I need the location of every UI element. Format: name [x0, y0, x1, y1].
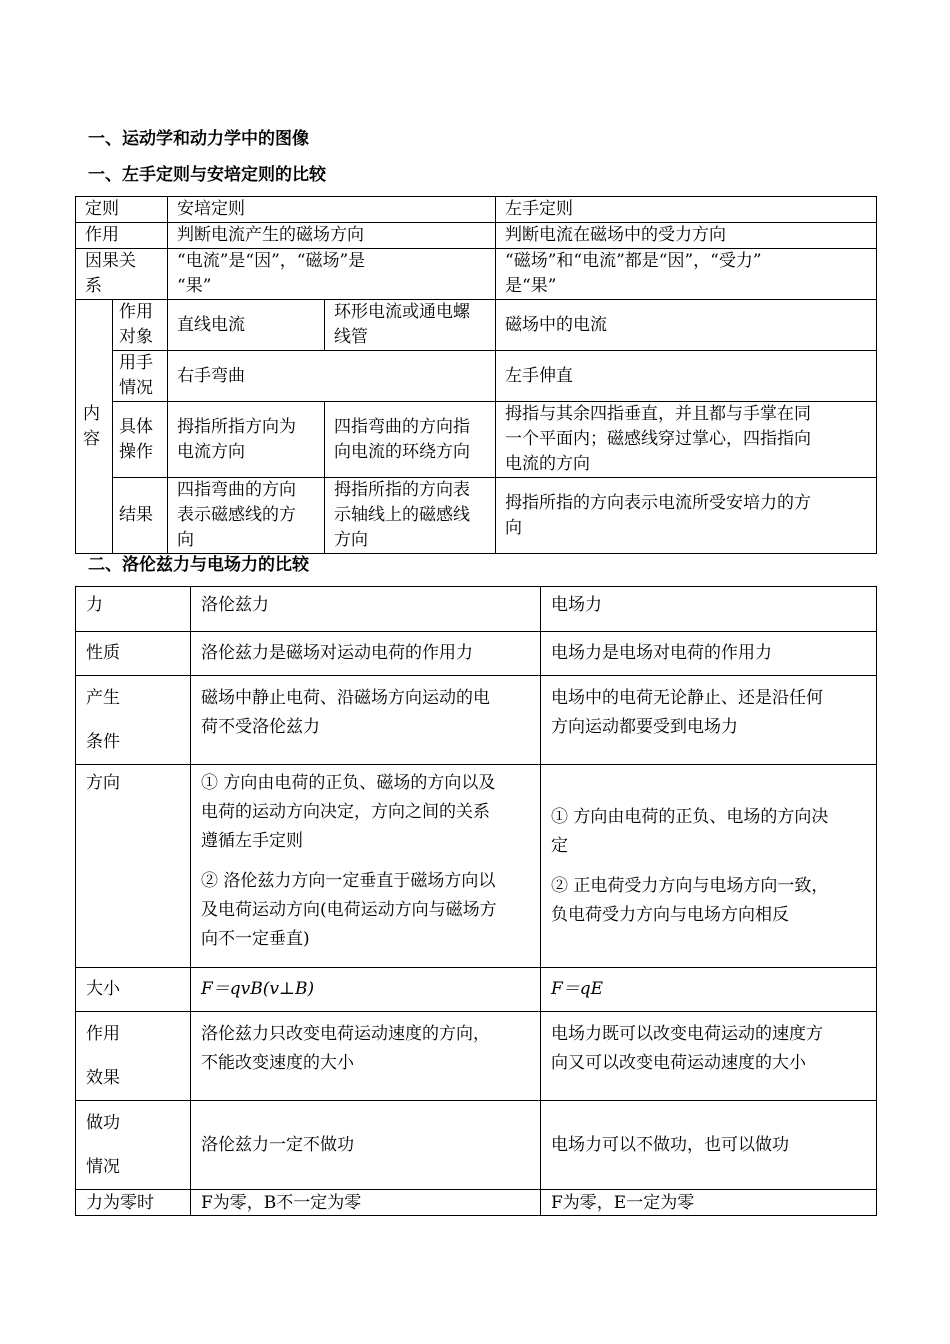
label-line: 情况: [86, 1157, 120, 1177]
table-row: [76, 351, 877, 402]
table-cell: [191, 1012, 541, 1101]
cell-line: 四指弯曲的方向: [177, 480, 296, 500]
table-cell: [191, 765, 541, 968]
cell-line: ① 方向由电荷的正负、磁场的方向以及: [201, 773, 496, 793]
table-cell: F为零，E一定为零: [541, 1190, 877, 1216]
cell-line: ② 洛伦兹力方向一定垂直于磁场方向以: [201, 871, 496, 891]
table-cell: [191, 676, 541, 765]
table-cell: [325, 478, 496, 554]
header-cell: 力: [76, 587, 191, 632]
row-label: 性质: [76, 632, 191, 676]
row-label: [76, 1101, 191, 1190]
cell-line: 拇指所指的方向表: [334, 480, 470, 500]
table-cell: [496, 402, 877, 478]
table-row: [76, 1101, 877, 1190]
cell-line: 洛伦兹力只改变电荷运动速度的方向，: [201, 1024, 490, 1044]
section-heading-2: 一、左手定则与安培定则的比较: [88, 165, 326, 185]
cell-line: 向: [177, 530, 194, 550]
label-line: 容: [83, 428, 100, 449]
label-line: 做功: [86, 1113, 120, 1133]
row-label: [76, 676, 191, 765]
row-label: 方向: [76, 765, 191, 968]
cell-line: 四指弯曲的方向指: [334, 416, 470, 437]
table-cell: 洛伦兹力是磁场对运动电荷的作用力: [191, 632, 541, 676]
cell-line: 方向: [334, 530, 368, 550]
table-cell: 右手弯曲: [168, 351, 496, 402]
cell-line: 是“果”: [505, 276, 557, 296]
header-cell: 定则: [76, 197, 168, 223]
header-cell: 左手定则: [496, 197, 877, 223]
cell-line: 不能改变速度的大小: [201, 1053, 354, 1073]
table-row: [76, 478, 877, 554]
header-cell: 电场力: [541, 587, 877, 632]
label-line: 产生: [86, 688, 120, 708]
table-row: [76, 197, 877, 223]
label-line: 因果关: [85, 251, 136, 271]
table-cell: 判断电流在磁场中的受力方向: [496, 223, 877, 249]
label-line: 作用: [86, 1024, 120, 1044]
table-cell: 左手伸直: [496, 351, 877, 402]
label-line: 情况: [119, 378, 153, 398]
cell-line: 电流方向: [177, 441, 245, 462]
row-label: [76, 249, 168, 300]
table-row: [76, 765, 877, 968]
cell-line: 向又可以改变电荷运动速度的大小: [551, 1053, 806, 1073]
cell-line: 负电荷受力方向与电场方向相反: [551, 904, 789, 925]
cell-line: 电流的方向: [505, 454, 590, 474]
cell-line: “电流”是“因”，“磁场”是: [177, 251, 366, 271]
table-row: [76, 1012, 877, 1101]
cell-line: 磁场中静止电荷、沿磁场方向运动的电: [201, 688, 490, 708]
cell-line: 向电流的环绕方向: [334, 441, 470, 462]
row-label: 作用: [76, 223, 168, 249]
table-row: [76, 223, 877, 249]
table-row: [76, 632, 877, 676]
table-cell: [168, 478, 325, 554]
cell-line: 方向运动都要受到电场力: [551, 717, 738, 737]
table-cell: [541, 1012, 877, 1101]
table-row: [76, 587, 877, 632]
label-line: 对象: [119, 327, 153, 347]
force-comparison-table: [75, 586, 877, 1216]
table-row: [76, 1190, 877, 1216]
table-cell: [325, 402, 496, 478]
cell-line: 电场力既可以改变电荷运动的速度方: [551, 1024, 823, 1044]
cell-line: “果”: [177, 276, 212, 296]
row-label: 力为零时: [76, 1190, 191, 1216]
cell-line: 定: [551, 835, 568, 856]
label-line: 操作: [119, 441, 153, 462]
row-label: [76, 1012, 191, 1101]
label-line: 用手: [119, 353, 153, 373]
table-cell: [496, 249, 877, 300]
row-label: [113, 300, 168, 351]
cell-line: 荷不受洛伦兹力: [201, 717, 320, 737]
table-row: [76, 300, 877, 351]
cell-line: 拇指所指方向为: [177, 416, 296, 437]
table-row: [76, 402, 877, 478]
row-label: 结果: [113, 478, 168, 554]
table-row: [76, 249, 877, 300]
table-row: [76, 676, 877, 765]
row-label: 大小: [76, 968, 191, 1012]
cell-line: “磁场”和“电流”都是“因”，“受力”: [505, 251, 762, 271]
table-row: [76, 968, 877, 1012]
label-line: 系: [85, 276, 102, 296]
table-cell: 磁场中的电流: [496, 300, 877, 351]
label-line: 效果: [86, 1068, 120, 1088]
section-heading-1: 一、运动学和动力学中的图像: [88, 129, 309, 149]
table-cell: 电场力是电场对电荷的作用力: [541, 632, 877, 676]
label-line: 作用: [119, 302, 153, 322]
rule-comparison-table: [75, 196, 877, 554]
cell-line: 向: [505, 517, 522, 538]
table-cell: [541, 765, 877, 968]
section-heading-3: 二、洛伦兹力与电场力的比较: [88, 555, 309, 575]
cell-line: 电场中的电荷无论静止、还是沿任何: [551, 688, 823, 708]
formula-cell: F＝qvB(v⊥B): [191, 968, 541, 1012]
cell-line: 电荷的运动方向决定，方向之间的关系: [201, 802, 490, 822]
header-cell: 安培定则: [168, 197, 496, 223]
cell-line: 一个平面内；磁感线穿过掌心，四指指向: [505, 429, 811, 449]
label-line: 具体: [119, 416, 153, 437]
table-cell: 洛伦兹力一定不做功: [191, 1101, 541, 1190]
table-cell: 判断电流产生的磁场方向: [168, 223, 496, 249]
table-cell: [541, 676, 877, 765]
cell-line: ① 方向由电荷的正负、电场的方向决: [551, 806, 829, 827]
table-cell: [496, 478, 877, 554]
cell-line: ② 正电荷受力方向与电场方向一致，: [551, 875, 829, 896]
cell-line: 及电荷运动方向(电荷运动方向与磁场方: [201, 900, 497, 920]
row-label: [113, 402, 168, 478]
table-cell: 电场力可以不做功，也可以做功: [541, 1101, 877, 1190]
label-line: 内: [83, 403, 100, 424]
table-cell: 直线电流: [168, 300, 325, 351]
cell-line: 环形电流或通电螺: [334, 302, 470, 322]
cell-line: 拇指与其余四指垂直，并且都与手掌在同: [505, 404, 811, 424]
cell-line: 向不一定垂直): [201, 929, 310, 949]
header-cell: 洛伦兹力: [191, 587, 541, 632]
cell-line: 表示磁感线的方: [177, 505, 296, 525]
table-cell: F为零，B不一定为零: [191, 1190, 541, 1216]
row-group-label: [76, 300, 113, 554]
row-label: [113, 351, 168, 402]
cell-line: 拇指所指的方向表示电流所受安培力的方: [505, 492, 811, 513]
formula-cell: F＝qE: [541, 968, 877, 1012]
cell-line: 遵循左手定则: [201, 831, 303, 851]
table-cell: [168, 402, 325, 478]
cell-line: 线管: [334, 327, 368, 347]
cell-line: 示轴线上的磁感线: [334, 505, 470, 525]
label-line: 条件: [86, 732, 120, 752]
table-cell: [325, 300, 496, 351]
table-cell: [168, 249, 496, 300]
